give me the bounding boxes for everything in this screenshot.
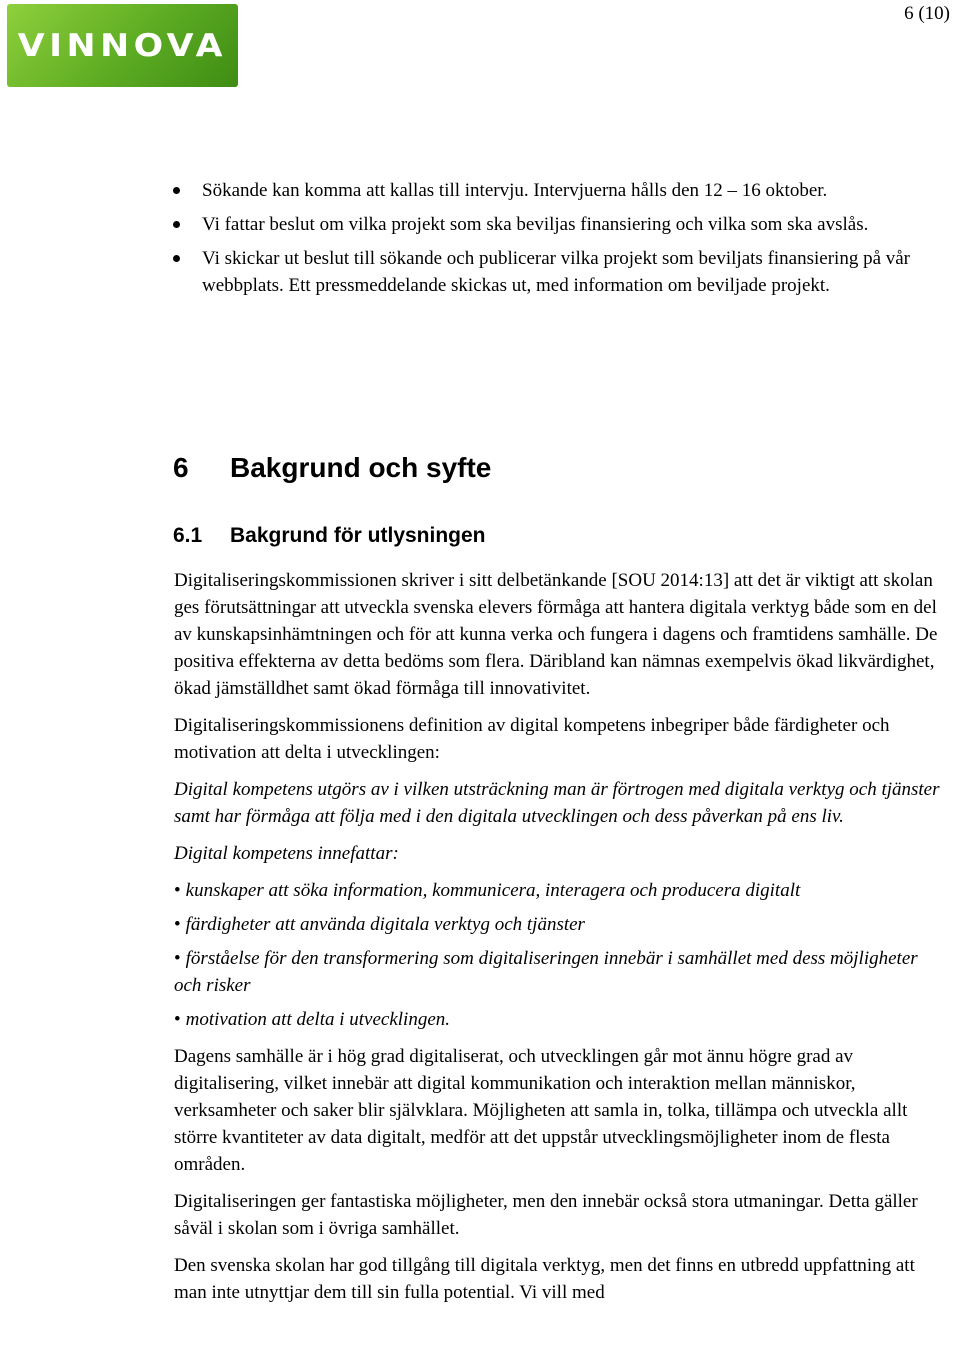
list-intro: Digital kompetens innefattar: — [174, 843, 399, 864]
bullet-icon: • — [174, 1009, 181, 1030]
competence-list — [174, 877, 949, 1033]
body-text — [174, 567, 949, 1316]
process-step: Vi fattar beslut om vilka projekt som ska beviljas finansiering och vilka som ska avslås. — [172, 211, 912, 238]
bullet-icon: • — [174, 914, 181, 935]
list-item-text: kunskaper att söka information, kommunicera, interagera och producera digitalt — [185, 880, 801, 901]
paragraph: Digitaliseringen ger fantastiska möjligheter, men den innebär också stora utmaningar. Detta gäller såväl i skolan som i övriga samhället. — [174, 1191, 918, 1239]
subsection-number: 6.1 — [173, 524, 203, 547]
list-item — [174, 911, 949, 938]
subsection-heading — [173, 522, 486, 550]
section-heading — [173, 450, 491, 486]
list-item — [174, 1006, 949, 1033]
page-number: 6 (10) — [904, 3, 950, 24]
process-step: Sökande kan komma att kallas till intervju. Intervjuerna hålls den 12 – 16 oktober. — [172, 177, 912, 204]
list-item-text: motivation att delta i utvecklingen. — [185, 1009, 451, 1030]
list-item-text: förståelse för den transformering som digitaliseringen innebär i samhället med dess möjligheter och risker — [174, 948, 918, 996]
subsection-title: Bakgrund för utlysningen — [230, 524, 486, 547]
section-number: 6 — [173, 452, 189, 483]
paragraph: Dagens samhälle är i hög grad digitaliserat, och utvecklingen går mot ännu högre grad av digitalisering, vilket innebär att digital kommunikation och interaktion mellan människor, verksamheter och saker blir självklara. Möjligheten att samla in, tolka, tillämpa och utveckla allt större kvantiteter av data digitalt, medför att det uppstår utvecklingsmöjligheter inom de flesta områden. — [174, 1046, 908, 1175]
definition-quote: Digital kompetens utgörs av i vilken utsträckning man är förtrogen med digitala verktyg och tjänster samt har förmåga att följa med i den digitala utvecklingen och dess påverkan på ens liv. — [174, 779, 940, 827]
bullet-icon: • — [174, 948, 181, 969]
process-steps-list — [172, 177, 912, 306]
list-item — [174, 877, 949, 904]
vinnova-logo — [7, 4, 238, 87]
logo-text: VINNOVA — [17, 27, 228, 64]
paragraph: Digitaliseringskommissionens definition av digital kompetens inbegriper både färdigheter och motivation att delta i utvecklingen: — [174, 715, 890, 763]
paragraph: Den svenska skolan har god tillgång till digitala verktyg, men det finns en utbredd uppfattning att man inte utnyttjar dem till sin fulla potential. Vi vill med — [174, 1255, 915, 1303]
paragraph: Digitaliseringskommissionen skriver i sitt delbetänkande [SOU 2014:13] att det är viktigt att skolan ges förutsättningar att utveckla svenska elevers förmåga att hantera digitala verktyg både som en del av kunskapsinhämtningen och för att kunna verka och fungera i dagens och framtidens samhälle. De positiva effekterna av detta bedöms som flera. Däribland kan nämnas exempelvis ökad likvärdighet, ökad jämställdhet samt ökad förmåga till innovativitet. — [174, 570, 938, 699]
section-title: Bakgrund och syfte — [230, 452, 492, 483]
list-item — [174, 945, 949, 999]
bullet-icon: • — [174, 880, 181, 901]
process-step: Vi skickar ut beslut till sökande och publicerar vilka projekt som beviljats finansiering på vår webbplats. Ett pressmeddelande skickas ut, med information om beviljade projekt. — [172, 245, 912, 299]
list-item-text: färdigheter att använda digitala verktyg och tjänster — [185, 914, 585, 935]
